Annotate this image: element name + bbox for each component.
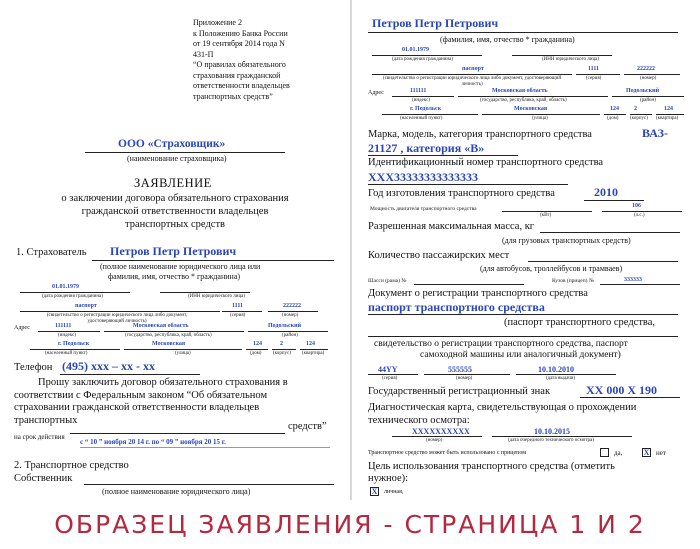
body-label: Кузов (прицеп) № [552,278,595,284]
doc-series: 1111 [232,303,244,309]
building: 2 [280,341,283,347]
owner-caption-2: (фамилия, имя, отчество * гражданина) [440,35,575,44]
phone-label: Телефон [14,362,53,373]
city-2: г. Подольск [410,106,442,112]
application-page-2 [352,0,700,500]
term-period: с “ 10 ” ноября 20 14 г. по “ 09 ” ноября 20 15 г. [80,438,226,446]
model-value-2: 21127 , категория «В» [368,141,485,155]
reg-doc-caption-2: свидетельство о регистрации транспортного средства, паспорт [374,339,628,349]
insurant-caption-line: фамилия, имя, отчество * гражданина) [108,272,241,281]
plate-label: Государственный регистрационный знак [368,386,551,397]
diag-date: 10.10.2015 [534,427,570,436]
insurant-caption [100,262,260,282]
request-line: страховании гражданской ответственности владельцев [14,402,260,413]
cap-number-2: (номер) [640,76,657,81]
vin: XXX33333333333333 [368,170,478,184]
postcode: 111111 [55,323,72,329]
cap-state: (государство, республика, край, область) [125,333,212,338]
doc-number: 222222 [283,303,301,309]
reg-series: 44YY [378,365,398,374]
year-label: Год изготовления транспортного средства [368,188,555,199]
chassis-label: Шасси (рама) № [368,278,407,284]
appendix-line: 431-П [193,49,214,59]
insurant-caption-line: (полное наименование юридического лица или [100,262,261,271]
cap-street: (улица) [175,351,191,356]
model-label: Марка, модель, категория транспортного средства [368,129,592,140]
cap-birth-2: (дата рождения гражданина) [392,57,453,62]
owner-caption: (полное наименование юридического лица) [102,487,251,496]
district: Подольский [268,323,302,329]
appendix-line: Приложение 2 [193,18,242,27]
trailer-no-checkbox[interactable]: X [643,448,650,457]
appendix-line: “О правилах обязательного [193,60,286,69]
cap-house: (дом) [250,351,262,356]
mass-caption: (для грузовых транспортных средств) [502,236,631,245]
reg-number: 555555 [448,365,472,374]
doc-type: паспорт [75,303,97,309]
body-number: 333333 [624,277,642,283]
owner-name: Петров Петр Петрович [372,16,499,30]
flat: 124 [306,341,315,347]
reg-doc-caption-3: самоходной машины или аналогичный документ) [420,350,621,360]
reg-doc-caption-1: (паспорт транспортного средства, [504,317,656,328]
insurant-name: Петров Петр Петрович [110,244,237,258]
insurer-caption: (наименование страховщика) [127,154,227,163]
insurant-label: 1. Страхователь [16,247,87,258]
model-value-1: ВАЗ- [642,126,668,140]
appendix-header [193,18,290,102]
doc-subtitle-line: транспортных средств [124,219,225,230]
seats-caption: (для автобусов, троллейбусов и трамваев) [480,264,623,273]
purpose-label-2: нужное): [368,473,409,484]
house: 124 [253,341,262,347]
doc-number-2: 222222 [637,66,655,72]
doc-subtitle-line: о заключении договора обязательного страхования [61,193,289,204]
insurer-name: ООО «Страховщик» [118,138,226,150]
trailer-yes-checkbox[interactable] [600,448,609,457]
diag-label-1: Диагностическая карта, свидетельствующая о прохождении [368,402,637,413]
phone: (495) xxx – xx - xx [62,359,155,373]
appendix-line: от 19 сентября 2014 года N [193,39,285,48]
cap-state-2: (государство, республика, край, область) [480,98,567,103]
reg-date: 10.10.2010 [538,365,574,374]
birth-date-2: 01.01.1979 [402,47,429,53]
building-2: 2 [634,106,637,112]
cap-rnumber: (номер) [456,376,473,381]
doc-subtitle-line: гражданской ответственности владельцев [81,206,269,217]
power: 106 [632,203,641,209]
request-line: соответствии с Федеральным законом “Об обязательном [14,389,268,401]
cap-flat-2: (квартира) [656,116,679,121]
doc-title: ЗАЯВЛЕНИЕ [134,176,212,190]
plate: XX 000 X 190 [586,383,657,397]
doc-type-2: паспорт [462,66,484,72]
cap-doc-2: (свидетельство о регистрации юридического лица либо документ, удостоверяющий личность) [382,76,562,87]
doc-series-2: 1111 [588,66,600,72]
reg-doc-label: Документ о регистрации транспортного средства [368,288,588,299]
birth-date: 01.01.1979 [52,284,79,290]
cap-district-2: (район) [640,98,656,103]
vehicle-label: 2. Транспортное средство [14,460,129,471]
addr-label-2: Адрес [368,90,384,96]
mass-label: Разрешенная максимальная масса, кг [368,221,535,232]
cap-postcode: (индекс) [58,333,76,338]
footer-title: ОБРАЗЕЦ ЗАЯВЛЕНИЯ - СТРАНИЦА 1 И 2 [54,510,646,539]
appendix-line: к Положению Банка России [193,28,288,38]
purpose-personal-label: личная, [384,489,404,495]
cap-inn: (ИНН юридического лица) [188,294,246,299]
trailer-label: Транспортное средство может быть использовано с прицепом [368,450,527,456]
street-2: Московская [514,106,548,112]
request-tail: средств” [288,421,327,432]
cap-doc: (свидетельство о регистрации юридического лица либо документ, удостоверяющий личность) [46,313,188,324]
seats-label: Количество пассажирских мест [368,250,510,261]
doc-subtitle [0,192,350,231]
postcode-2: 111111 [410,88,427,94]
cap-number: (номер) [282,313,299,318]
request-text [14,377,329,427]
district-2: Подольский [626,88,660,94]
cap-city-2: (населенный пункт) [400,116,443,121]
cap-hp: (л.с.) [634,213,645,218]
cap-kw: (кВт) [540,213,552,218]
street: Московская [152,341,186,347]
cap-house-2: (дом) [607,116,619,121]
cap-city: (населенный пункт) [45,351,88,356]
region-2: Московская область [492,88,548,94]
diag-label-2: технического осмотра: [368,415,470,426]
application-page-1 [0,0,350,500]
cap-birth: (дата рождения гражданина) [42,294,103,299]
trailer-yes-label: да, [614,449,623,457]
trailer-no-label: нет [656,449,666,457]
cap-series: (серия) [230,313,246,318]
cap-street-2: (улица) [532,116,548,121]
cap-dnumber: (номер) [426,438,443,443]
owner-label: Собственник [14,473,73,484]
request-line: Прошу заключить договор обязательного страхования в [38,377,288,388]
cap-rseries: (серия) [382,376,398,381]
cap-postcode-2: (индекс) [412,98,430,103]
year: 2010 [594,185,618,199]
purpose-label-1: Цель использования транспортного средства (отметить [368,461,615,472]
request-line: транспортных [14,414,78,426]
cap-series-2: (серия) [586,76,602,81]
term-label: на срок действия [14,433,65,441]
cap-rdate: (дата выдачи) [546,376,576,381]
flat-2: 124 [664,106,673,112]
diag-number: XXXXXXXXXX [412,427,470,436]
region: Московская область [133,323,189,329]
appendix-line: ответственности владельцев [193,81,290,90]
reg-doc-value: паспорт транспортного средства [368,300,545,314]
power-label: Мощность двигателя транспортного средства [370,206,477,212]
house-2: 124 [610,106,619,112]
cap-inn-2: (ИНН юридического лица) [542,57,600,62]
cap-building-2: (корпус) [630,116,648,121]
city: г. Подольск [58,341,90,347]
footer [0,500,700,549]
vin-label: Идентификационный номер транспортного средства [368,157,604,168]
cap-building: (корпус) [273,351,291,356]
appendix-line: транспортных средств” [193,91,273,101]
cap-ddate: (дата очередного технического осмотра) [508,438,594,443]
purpose-personal-checkbox[interactable]: X [371,487,378,496]
appendix-line: страхования гражданской [193,70,281,80]
addr-label: Адрес [14,325,30,331]
cap-flat: (квартира) [302,351,325,356]
cap-district: (район) [282,333,298,338]
